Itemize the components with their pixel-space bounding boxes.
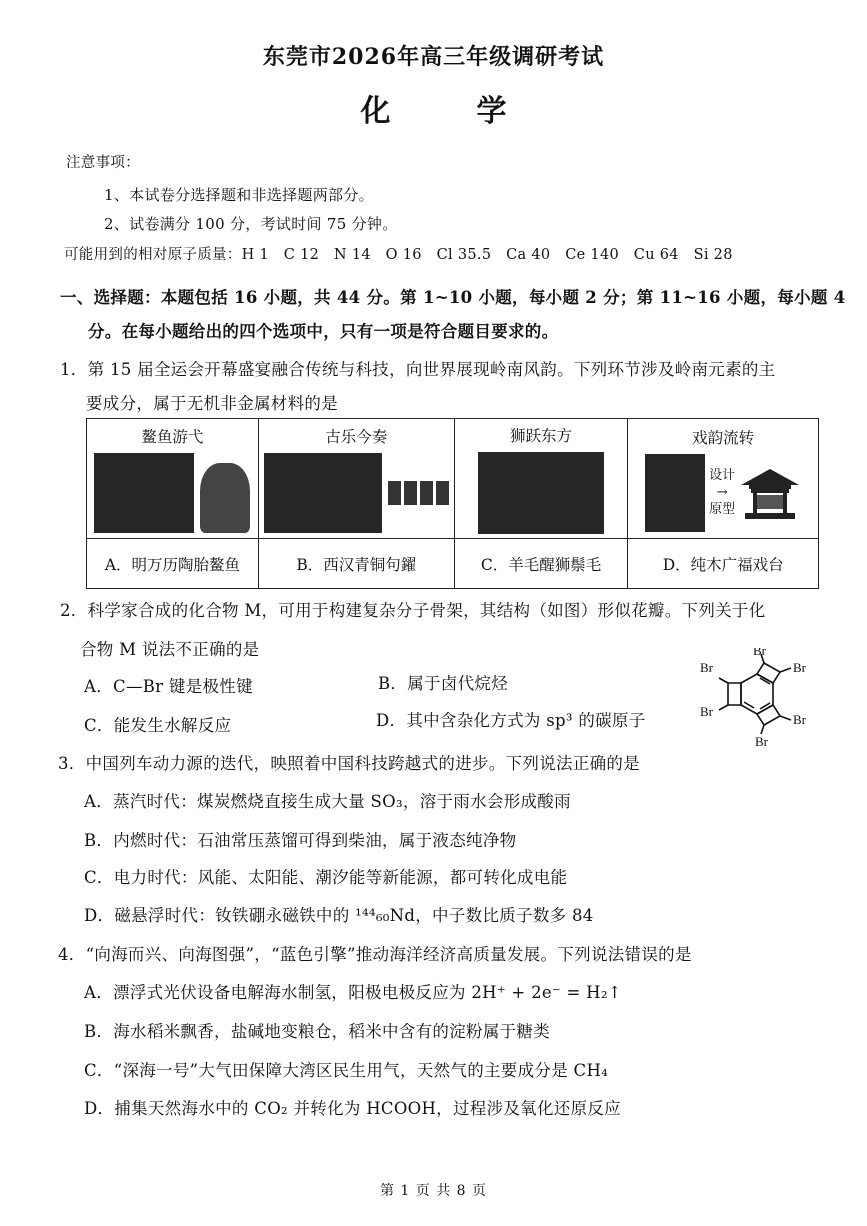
q3-option-c: C．电力时代：风能、太阳能、潮汐能等新能源，都可转化成电能 (84, 868, 568, 887)
atomic-masses: 可能用到的相对原子质量：H 1 C 12 N 14 O 16 Cl 35.5 Ca 40 Ce 140 Cu 64 Si 28 (64, 247, 733, 263)
section1-line2: 分。在每小题给出的四个选项中，只有一项是符合题目要求的。 (88, 322, 559, 341)
q1-cell-a (87, 419, 259, 539)
lion-dance-photo (478, 452, 604, 534)
q1-header-d: 戏韵流转 (692, 428, 755, 447)
q3-option-b: B．内燃时代：石油常压蒸馏可得到柴油，属于液态纯净物 (84, 831, 517, 850)
q2-option-c: C．能发生水解反应 (84, 716, 232, 735)
q2-option-a: A．C—Br 键是极性键 (84, 677, 253, 696)
q1-stem-line2: 要成分，属于无机非金属材料的是 (86, 394, 338, 413)
q1-header-b: 古乐今奏 (325, 427, 388, 446)
bronze-bells-photo (388, 481, 449, 505)
q2-option-b: B．属于卤代烷烃 (378, 674, 509, 693)
q1-header-c: 狮跃东方 (510, 426, 573, 445)
compound-m-structure (695, 648, 820, 750)
notice-heading: 注意事项： (66, 155, 140, 171)
pottery-aoyu-photo (200, 463, 250, 533)
q1-cell-b (258, 419, 454, 539)
q2-stem-line2: 合物 M 说法不正确的是 (80, 640, 260, 659)
prototype-label: 原型 (709, 502, 736, 517)
q4-option-b: B．海水稻米飘香，盐碱地变粮仓，稻米中含有的淀粉属于糖类 (84, 1022, 551, 1041)
q1-option-b: B．西汉青铜句鑃 (258, 539, 454, 589)
page-footer: 第 1 页 共 8 页 (379, 1183, 488, 1199)
design-label: 设计 (709, 468, 736, 483)
q3-stem: 3．中国列车动力源的迭代，映照着中国科技跨越式的进步。下列说法正确的是 (58, 754, 640, 773)
q2-option-d: D．其中含杂化方式为 sp³ 的碳原子 (376, 711, 646, 730)
br-label: Br (793, 660, 806, 675)
br-label: Br (700, 704, 713, 719)
q4-option-a: A．漂浮式光伏设备电解海水制氢，阳极电极反应为 2H⁺ + 2e⁻ = H₂↑ (84, 983, 622, 1002)
q1-stem-line1: 1．第 15 届全运会开幕盛宴融合传统与科技，向世界展现岭南风韵。下列环节涉及岭南元素的主 (60, 360, 776, 379)
q1-options-table (86, 418, 819, 589)
q4-option-d: D．捕集天然海水中的 CO₂ 并转化为 HCOOH，过程涉及氧化还原反应 (84, 1099, 621, 1118)
q1-cell-d (628, 419, 819, 539)
br-label: Br (755, 734, 768, 749)
notice-item-2: 2、试卷满分 100 分，考试时间 75 分钟。 (104, 215, 398, 233)
notice-item-1: 1、本试卷分选择题和非选择题两部分。 (104, 186, 374, 204)
q4-option-c: C．“深海一号”大气田保障大湾区民生用气，天然气的主要成分是 CH₄ (84, 1061, 609, 1080)
ancient-music-photo (264, 453, 382, 533)
section1-line1: 一、选择题：本题包括 16 小题，共 44 分。第 1~10 小题，每小题 2 分；第 11~16 小题，每小题 4 (60, 288, 846, 307)
wooden-stage-icon (739, 465, 801, 521)
br-label: Br (753, 648, 766, 658)
q1-cell-c (454, 419, 628, 539)
opera-aoyu-photo (94, 453, 194, 533)
q3-option-d: D．磁悬浮时代：钕铁硼永磁铁中的 ¹⁴⁴₆₀Nd，中子数比质子数多 84 (84, 906, 594, 925)
subject-title: 化 学 (360, 94, 535, 129)
q1-header-a: 鳌鱼游弋 (141, 427, 204, 446)
stage-show-photo (645, 454, 705, 532)
br-label: Br (700, 660, 713, 675)
arrow-icon: → (716, 485, 728, 500)
q3-option-a: A．蒸汽时代：煤炭燃烧直接生成大量 SO₃，溶于雨水会形成酸雨 (84, 792, 571, 811)
exam-title: 东莞市2026年高三年级调研考试 (262, 44, 605, 70)
q1-option-c: C．羊毛醒狮鬃毛 (454, 539, 628, 589)
br-label: Br (793, 712, 806, 727)
q1-option-d: D．纯木广福戏台 (628, 539, 819, 589)
q2-stem-line1: 2．科学家合成的化合物 M，可用于构建复杂分子骨架，其结构（如图）形似花瓣。下列关于化 (60, 601, 766, 620)
q4-stem: 4．“向海而兴、向海图强”，“蓝色引擎”推动海洋经济高质量发展。下列说法错误的是 (58, 945, 692, 964)
q1-option-a: A．明万历陶胎鳌鱼 (87, 539, 259, 589)
